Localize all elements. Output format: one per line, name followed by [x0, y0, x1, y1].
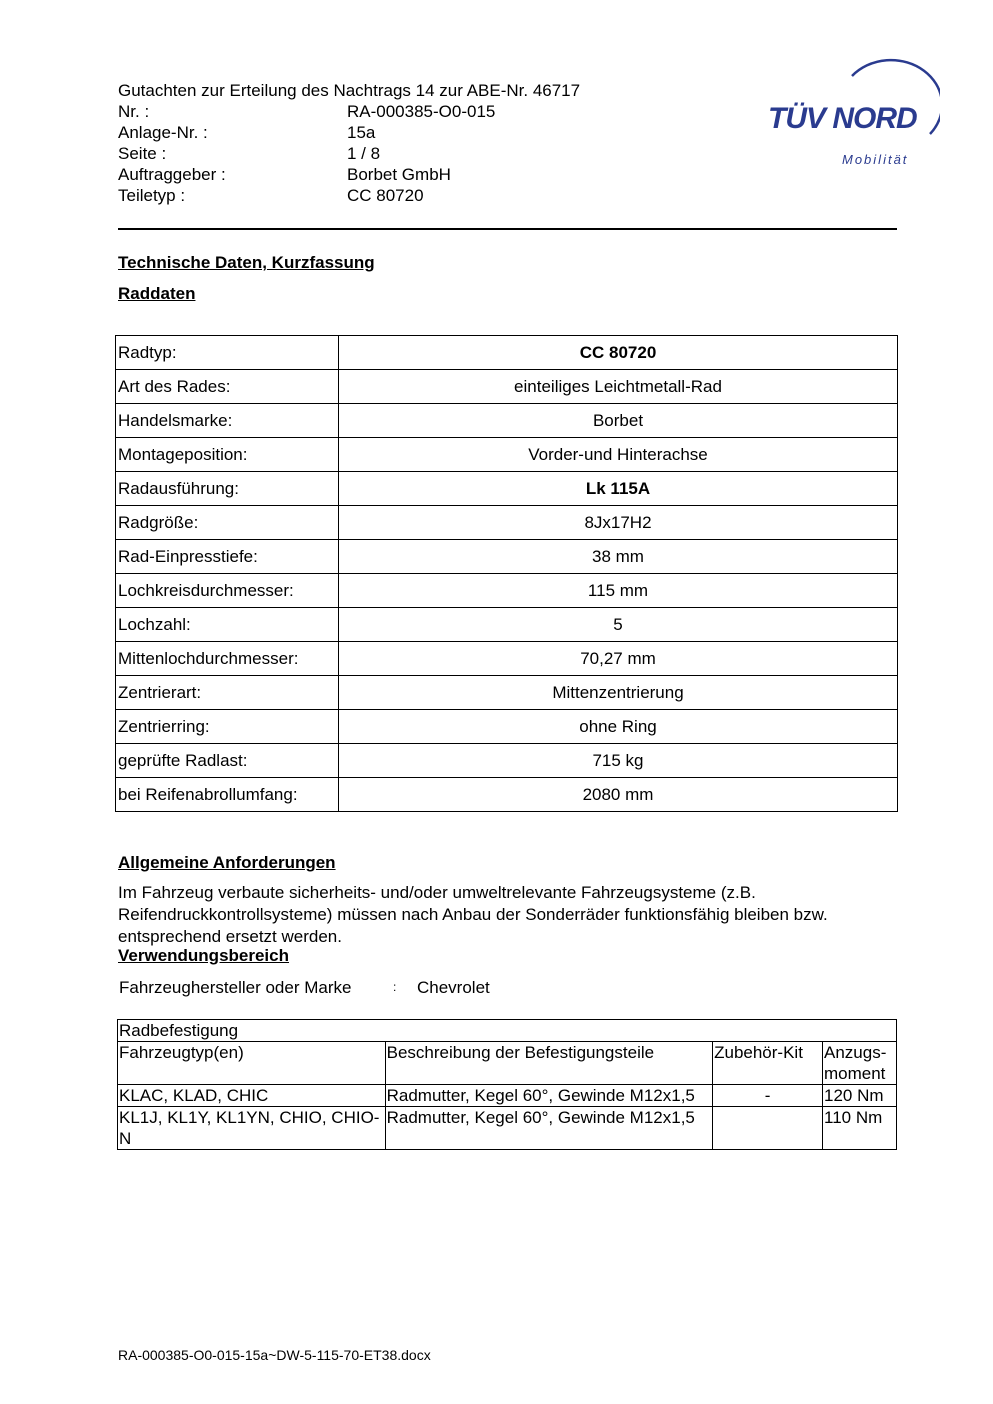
- table-row: [118, 1085, 897, 1107]
- header-key: Teiletyp :: [118, 186, 186, 205]
- header-row-teiletyp: [118, 185, 580, 206]
- header-value: Borbet GmbH: [347, 165, 451, 184]
- table-row: [116, 404, 898, 438]
- row-label: Radgröße:: [116, 506, 339, 540]
- row-value: 715 kg: [339, 744, 898, 778]
- header-value: RA-000385-O0-015: [347, 102, 496, 121]
- row-label: Radtyp:: [116, 336, 339, 370]
- header-key: Anlage-Nr. :: [118, 123, 208, 142]
- anforderungen-heading: Allgemeine Anforderungen: [118, 853, 336, 872]
- cell-types: KL1J, KL1Y, KL1YN, CHIO, CHIO-N: [118, 1107, 386, 1150]
- table-row: [116, 744, 898, 778]
- row-value: Borbet: [339, 404, 898, 438]
- table-row: [118, 1107, 897, 1150]
- cell-types: KLAC, KLAD, CHIC: [118, 1085, 386, 1107]
- table-row: [116, 608, 898, 642]
- header-row-seite: [118, 143, 580, 164]
- brand-value: Chevrolet: [417, 978, 490, 997]
- verwendung-heading: Verwendungsbereich: [118, 946, 289, 965]
- header-value: 15a: [347, 123, 376, 142]
- row-value: 115 mm: [339, 574, 898, 608]
- document-header: [118, 80, 580, 206]
- header-value: CC 80720: [347, 186, 424, 205]
- row-value: 8Jx17H2: [339, 506, 898, 540]
- row-label: Handelsmarke:: [116, 404, 339, 438]
- table-caption-row: [118, 1020, 897, 1042]
- row-label: geprüfte Radlast:: [116, 744, 339, 778]
- cell-moment: 120 Nm: [823, 1085, 897, 1107]
- header-row-nr: [118, 101, 580, 122]
- row-value: Lk 115A: [339, 472, 898, 506]
- column-header: Zubehör-Kit: [713, 1042, 823, 1085]
- row-label: Mittenlochdurchmesser:: [116, 642, 339, 676]
- column-header: Fahrzeugtyp(en): [118, 1042, 386, 1085]
- document-title: Gutachten zur Erteilung des Nachtrags 14 zur ABE-Nr. 46717: [118, 81, 581, 100]
- header-key: Auftraggeber :: [118, 165, 226, 184]
- row-value: CC 80720: [339, 336, 898, 370]
- section-heading: Technische Daten, Kurzfassung: [118, 253, 375, 272]
- befestigung-table: [117, 1019, 897, 1150]
- table-row: [116, 540, 898, 574]
- row-value: Vorder-und Hinterachse: [339, 438, 898, 472]
- raddaten-table: [115, 335, 898, 812]
- row-label: Zentrierart:: [116, 676, 339, 710]
- column-header: Beschreibung der Befestigungsteile: [385, 1042, 712, 1085]
- table-row: [116, 370, 898, 404]
- table-row: [116, 506, 898, 540]
- row-value: Mittenzentrierung: [339, 676, 898, 710]
- table-row: [116, 472, 898, 506]
- row-label: Radausführung:: [116, 472, 339, 506]
- row-label: Montageposition:: [116, 438, 339, 472]
- logo-wordmark: TÜV NORD: [768, 102, 917, 135]
- row-label: Art des Rades:: [116, 370, 339, 404]
- table-row: [116, 642, 898, 676]
- table-row: [116, 438, 898, 472]
- row-value: 70,27 mm: [339, 642, 898, 676]
- header-divider: [118, 228, 897, 230]
- table-row: [116, 710, 898, 744]
- table-row: [116, 778, 898, 812]
- row-label: Lochzahl:: [116, 608, 339, 642]
- header-key: Nr. :: [118, 102, 150, 121]
- row-value: ohne Ring: [339, 710, 898, 744]
- table-row: [116, 336, 898, 370]
- table-row: [116, 574, 898, 608]
- cell-desc: Radmutter, Kegel 60°, Gewinde M12x1,5: [385, 1107, 712, 1150]
- header-row-anlage: [118, 122, 580, 143]
- tuv-nord-logo: [760, 56, 940, 172]
- row-label: Lochkreisdurchmesser:: [116, 574, 339, 608]
- table-row: [116, 676, 898, 710]
- row-label: Zentrierring:: [116, 710, 339, 744]
- row-label: Rad-Einpresstiefe:: [116, 540, 339, 574]
- row-value: 2080 mm: [339, 778, 898, 812]
- brand-colon: :: [393, 980, 397, 994]
- brand-line: [119, 978, 490, 998]
- cell-kit: [713, 1107, 823, 1150]
- raddaten-heading: Raddaten: [118, 284, 196, 303]
- header-value: 1 / 8: [347, 144, 381, 163]
- row-value: 38 mm: [339, 540, 898, 574]
- cell-kit: -: [713, 1085, 823, 1107]
- logo-subtitle: Mobilität: [842, 152, 909, 167]
- table-caption: Radbefestigung: [118, 1020, 897, 1042]
- row-value: einteiliges Leichtmetall-Rad: [339, 370, 898, 404]
- header-row-auftraggeber: [118, 164, 580, 185]
- header-key: Seite :: [118, 144, 167, 163]
- column-header: Anzugs-moment: [823, 1042, 897, 1085]
- cell-desc: Radmutter, Kegel 60°, Gewinde M12x1,5: [385, 1085, 712, 1107]
- footer-filename: RA-000385-O0-015-15a~DW-5-115-70-ET38.docx: [118, 1347, 431, 1363]
- anforderungen-text: Im Fahrzeug verbaute sicherheits- und/oder umweltrelevante Fahrzeugsysteme (z.B. Reifendruckkontrollsysteme) müssen nach Anbau der Sonderräder funktionsfähig bleiben bzw. entsprechend ersetzt werden.: [118, 883, 828, 946]
- table-header-row: [118, 1042, 897, 1085]
- cell-moment: 110 Nm: [823, 1107, 897, 1150]
- row-label: bei Reifenabrollumfang:: [116, 778, 339, 812]
- row-value: 5: [339, 608, 898, 642]
- brand-label: Fahrzeughersteller oder Marke: [119, 978, 352, 997]
